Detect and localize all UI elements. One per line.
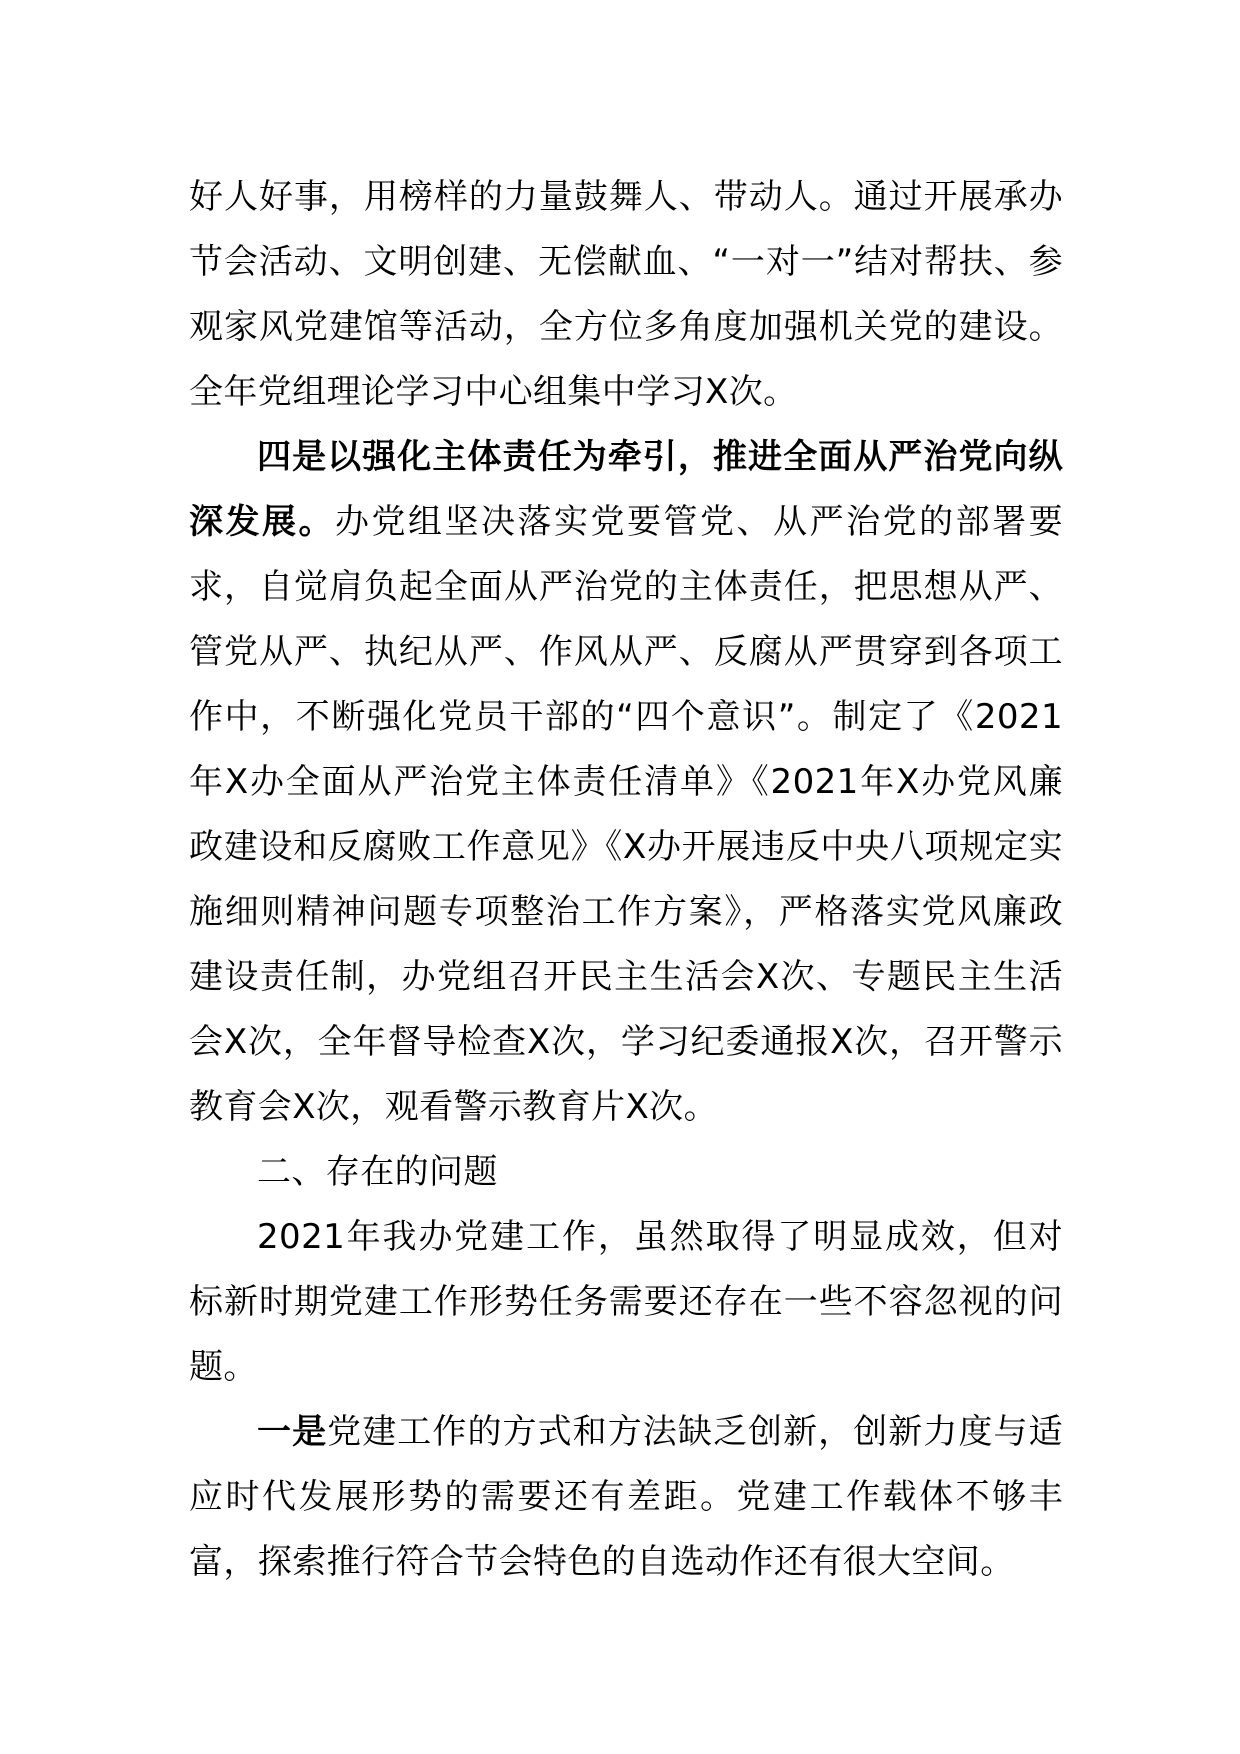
paragraph-point-four (189, 425, 1063, 1140)
paragraph-lead: 四是以强化主体责任为牵引，推进全面从严治党向纵深发展。 (189, 437, 1063, 542)
document-body (189, 165, 1063, 1595)
paragraph-text: 党建工作的方式和方法缺乏创新，创新力度与适应时代发展形势的需要还有差距。党建工作载体不够丰富，探索推行符合节会特色的自选动作还有很大空间。 (189, 1412, 1063, 1582)
paragraph-text: 办党组坚决落实党要管党、从严治党的部署要求，自觉肩负起全面从严治党的主体责任，把思想从严、管党从严、执纪从严、作风从严、反腐从严贯穿到各项工作中，不断强化党员干部的“四个意识”。制定了《2021年X办全面从严治党主体责任清单》《2021年X办党风廉政建设和反腐败工作意见》《X办开展违反中央八项规定实施细则精神问题专项整治工作方案》，严格落实党风廉政建设责任制，办党组召开民主生活会X次、专题民主生活会X次，全年督导检查X次，学习纪委通报X次，召开警示教育会X次，观看警示教育片X次。 (189, 502, 1063, 1127)
paragraph-lead: 一是 (257, 1412, 328, 1452)
paragraph-continuation (189, 165, 1063, 425)
section-heading-text: 二、存在的问题 (257, 1152, 498, 1192)
paragraph-problems-intro (189, 1205, 1063, 1400)
paragraph-text: 好人好事，用榜样的力量鼓舞人、带动人。通过开展承办节会活动、文明创建、无偿献血、“一对一”结对帮扶、参观家风党建馆等活动，全方位多角度加强机关党的建设。全年党组理论学习中心组集中学习X次。 (189, 177, 1063, 412)
section-heading (189, 1140, 1063, 1205)
paragraph-problem-one (189, 1400, 1063, 1595)
paragraph-text: 2021年我办党建工作，虽然取得了明显成效，但对标新时期党建工作形势任务需要还存在一些不容忽视的问题。 (189, 1217, 1063, 1387)
